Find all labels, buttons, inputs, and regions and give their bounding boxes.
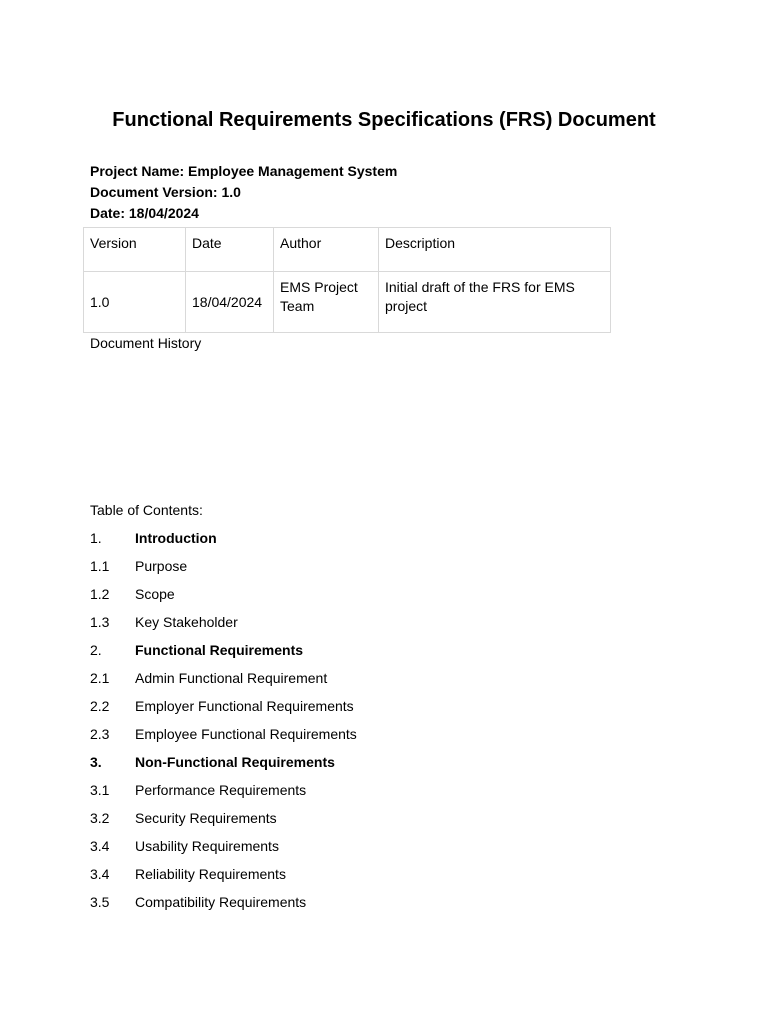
cell-date: 18/04/2024 bbox=[186, 272, 274, 333]
toc-item-number: 3.4 bbox=[90, 838, 110, 854]
toc-item-number: 2.2 bbox=[90, 698, 110, 714]
toc-item-number: 3.5 bbox=[90, 894, 110, 910]
toc-item-number: 1.3 bbox=[90, 614, 110, 630]
toc-item-label: Scope bbox=[135, 586, 175, 602]
toc-item-number: 2.3 bbox=[90, 726, 110, 742]
toc-item-label: Key Stakeholder bbox=[135, 614, 238, 630]
cell-description: Initial draft of the FRS for EMS project bbox=[379, 272, 611, 333]
header-cell-author: Author bbox=[274, 228, 379, 272]
toc-item-number: 3.4 bbox=[90, 866, 110, 882]
table-header-row bbox=[84, 228, 611, 272]
toc-item-number: 1. bbox=[90, 530, 102, 546]
header-cell-description: Description bbox=[379, 228, 611, 272]
toc-item-label: Usability Requirements bbox=[135, 838, 279, 854]
cell-author: EMS Project Team bbox=[274, 272, 379, 333]
toc-item-label: Admin Functional Requirement bbox=[135, 670, 328, 686]
toc-item-label: Reliability Requirements bbox=[135, 866, 286, 882]
table-row bbox=[84, 272, 611, 333]
toc-item-label: Introduction bbox=[135, 530, 217, 546]
toc-item-label: Functional Requirements bbox=[135, 642, 304, 658]
toc-item-number: 2.1 bbox=[90, 670, 110, 686]
toc-item-label: Non-Functional Requirements bbox=[135, 754, 335, 770]
toc-item-label: Security Requirements bbox=[135, 810, 277, 826]
toc-item-label: Compatibility Requirements bbox=[135, 894, 307, 910]
document-date: Date: 18/04/2024 bbox=[90, 205, 199, 221]
header-cell-date: Date bbox=[186, 228, 274, 272]
document-version: Document Version: 1.0 bbox=[90, 184, 241, 200]
table-caption: Document History bbox=[90, 335, 202, 351]
toc-item-number: 3. bbox=[90, 754, 102, 770]
toc-item-label: Performance Requirements bbox=[135, 782, 307, 798]
toc-item-number: 2. bbox=[90, 642, 102, 658]
header-cell-version: Version bbox=[84, 228, 186, 272]
toc-item-label: Purpose bbox=[135, 558, 188, 574]
project-name: Project Name: Employee Management System bbox=[90, 163, 398, 179]
toc-item-number: 1.2 bbox=[90, 586, 110, 602]
toc-heading: Table of Contents: bbox=[90, 502, 203, 518]
page-title: Functional Requirements Specifications (FRS) Document bbox=[112, 109, 656, 131]
document-meta bbox=[90, 161, 397, 224]
document-history-table bbox=[83, 227, 611, 333]
toc-item-number: 3.2 bbox=[90, 810, 110, 826]
toc-item-label: Employer Functional Requirements bbox=[135, 698, 354, 714]
toc-item-number: 3.1 bbox=[90, 782, 110, 798]
toc-item-number: 1.1 bbox=[90, 558, 110, 574]
toc-item-label: Employee Functional Requirements bbox=[135, 726, 357, 742]
cell-version: 1.0 bbox=[84, 272, 186, 333]
